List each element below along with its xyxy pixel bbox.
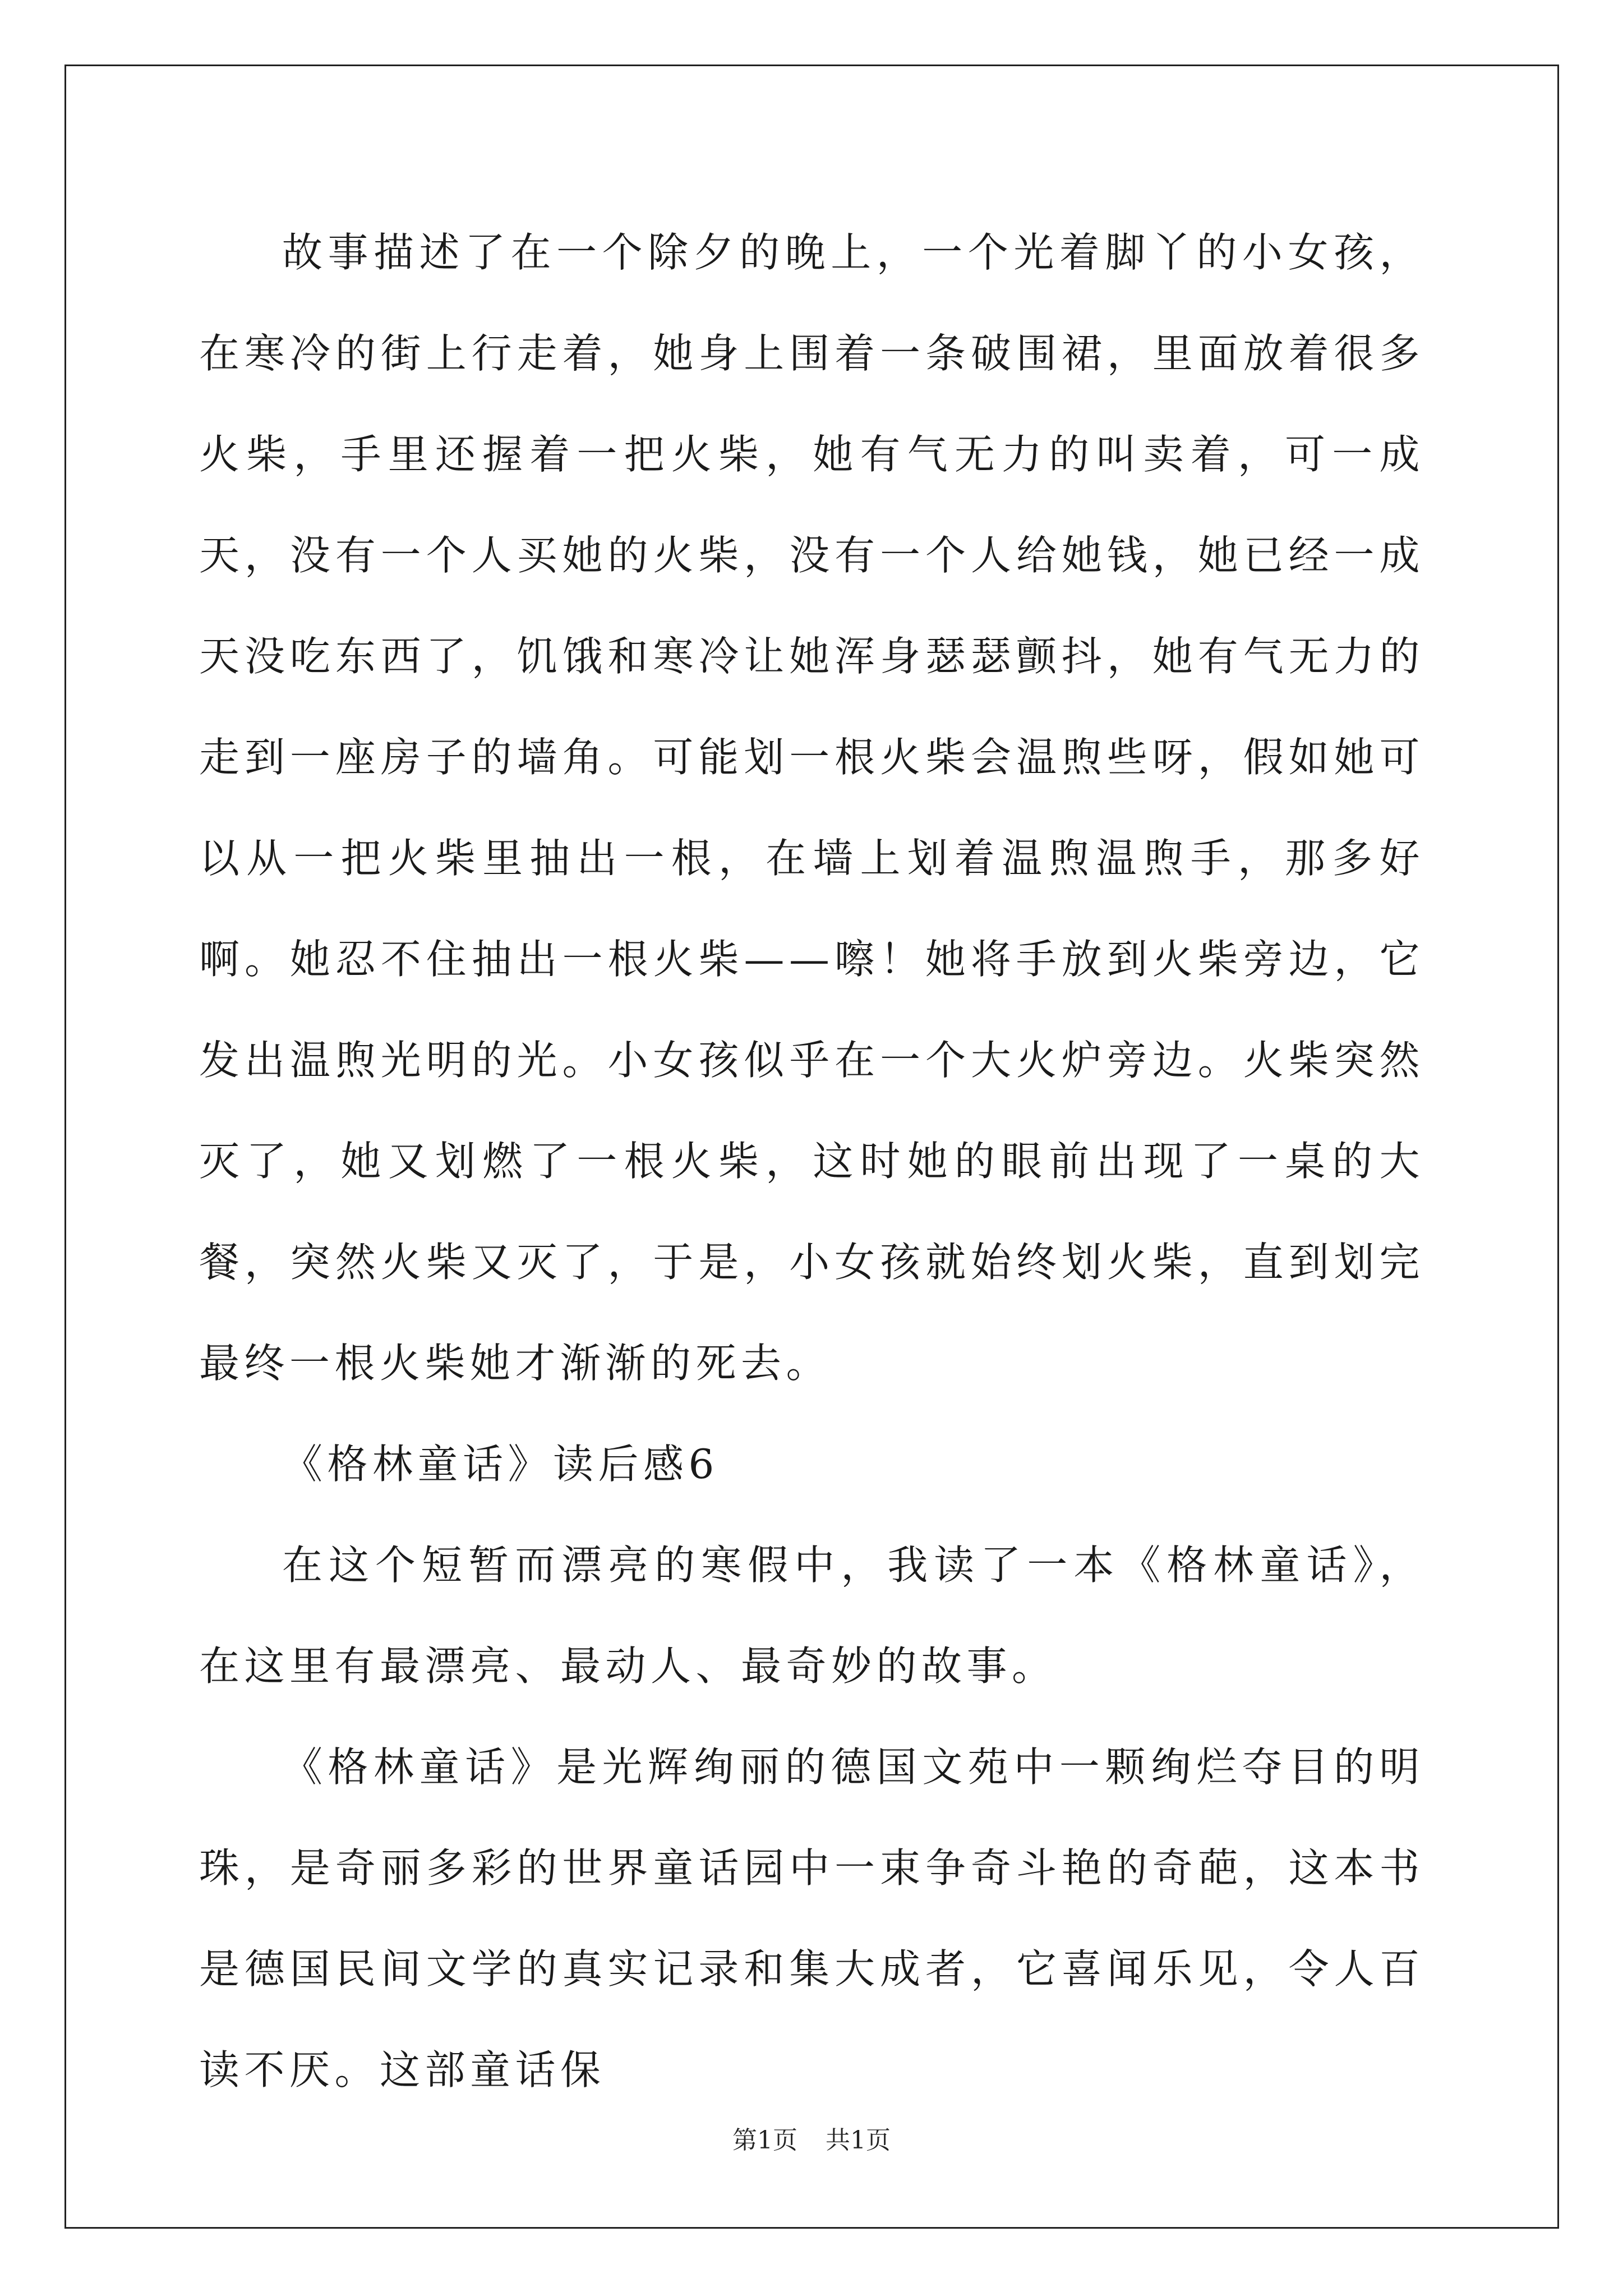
paragraph-story-summary: 故事描述了在一个除夕的晚上，一个光着脚丫的小女孩，在寒冷的街上行走着，她身上围着一条破围裙，里面放着很多火柴，手里还握着一把火柴，她有气无力的叫卖着，可一成天，没有一个人买她的火柴，没有一个人给她钱，她已经一成天没吃东西了，饥饿和寒冷让她浑身瑟瑟颤抖，她有气无力的走到一座房子的墙角。可能划一根火柴会温煦些呀，假如她可以从一把火柴里抽出一根，在墙上划着温煦温煦手，那多好啊。她忍不住抽出一根火柴——嚓！她将手放到火柴旁边，它发出温煦光明的光。小女孩似乎在一个大火炉旁边。火柴突然灭了，她又划燃了一根火柴，这时她的眼前出现了一桌的大餐，突然火柴又灭了，于是，小女孩就始终划火柴，直到划完最终一根火柴她才渐渐的死去。 (199, 229, 1424, 1387)
paragraph-description: 《格林童话》是光辉绚丽的德国文苑中一颗绚烂夺目的明珠，是奇丽多彩的世界童话园中一束争奇斗艳的奇葩，这本书是德国民间文学的真实记录和集大成者，它喜闻乐见，令人百读不厌。这部童话保 (199, 1743, 1424, 2093)
section-heading: 《格林童话》读后感6 (282, 1441, 719, 1488)
paragraph-intro: 在这个短暂而漂亮的寒假中，我读了一本《格林童话》，在这里有最漂亮、最动人、最奇妙的故事。 (199, 1542, 1424, 1690)
page-footer (0, 2124, 1623, 2157)
page-number: 第1页 (732, 2126, 797, 2155)
page-total: 共1页 (826, 2126, 891, 2155)
document-body (199, 202, 1424, 2120)
